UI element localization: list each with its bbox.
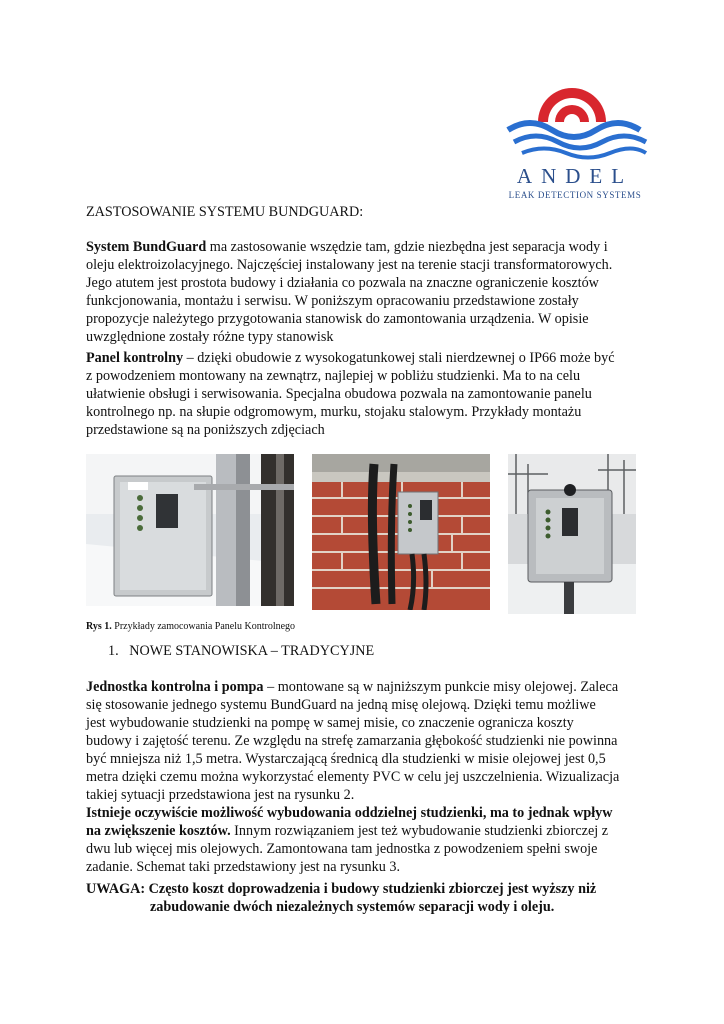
document-heading: ZASTOSOWANIE SYSTEMU BUNDGUARD: [86, 204, 364, 220]
unit-line: zadanie. Schemat taki przedstawiony jest na rysunku 3. [86, 859, 401, 875]
andel-logo [500, 86, 650, 204]
intro-paragraph [86, 238, 646, 346]
intro-line: uwzględnione zostały różne typy stanowisk [86, 329, 334, 345]
unit-line: się stosowanie jednego systemu BundGuard na jedną misę olejową. Dzięki temu możliwe [86, 697, 596, 713]
warning-line-1: UWAGA: Często koszt doprowadzenia i budowy studzienki zbiorczej jest wyższy niż [86, 881, 597, 897]
panel-line: ułatwienie obsługi i serwisowania. Specjalna obudowa pozwala na zamontowanie panelu [86, 386, 592, 402]
intro-line: funkcjonowania, montażu i serwisu. W poniższym opracowaniu przedstawione zostały [86, 293, 579, 309]
panel-line: z powodzeniem montowany na zewnątrz, najlepiej w pobliżu studzienki. Ma to na celu [86, 368, 581, 384]
unit-bold: Jednostka kontrolna i pompa [86, 679, 264, 695]
unit-line: Innym rozwiązaniem jest też wybudowanie studzienki zbiorczej z [230, 823, 609, 839]
unit-line: budowy i zajętość terenu. Ze względu na strefę zamarzania głębokość studzienki nie powinna [86, 733, 618, 749]
intro-line: propozycje należytego przygotowania stanowisk do zamontowania urządzenia. W opisie [86, 311, 589, 327]
intro-bold: System BundGuard [86, 239, 207, 255]
caption-text: Przykłady zamocowania Panelu Kontrolnego [111, 621, 296, 632]
panel-bold: Panel kontrolny [86, 350, 184, 366]
photo-panel-on-stand [508, 454, 636, 614]
unit-bold-line: na zwiększenie kosztów. [86, 823, 231, 839]
section-heading [108, 643, 374, 660]
photo-panel-on-brick-wall [312, 454, 490, 610]
andel-emblem [500, 86, 650, 166]
figure-caption [86, 621, 295, 632]
unit-line: jest wybudowanie studzienki na pompę w samej misie, co znaczenie ogranicza koszty [86, 715, 574, 731]
intro-line: Jego atutem jest prostota budowy i działania co pozwala na znaczne ograniczenie kosztów [86, 275, 599, 291]
intro-line: oleju elektroizolacyjnego. Najczęściej instalowany jest na terenie stacji transformatorowych. [86, 257, 613, 273]
unit-line: dwu lub więcej mis olejowych. Zamontowana tam jednostka z powodzeniem spełni swoje [86, 841, 598, 857]
unit-bold-line: Istnieje oczywiście możliwość wybudowania oddzielnej studzienki, ma to jednak wpływ [86, 805, 613, 821]
panel-paragraph [86, 349, 646, 439]
warning-note [86, 880, 646, 916]
unit-paragraph [86, 678, 646, 876]
unit-line: – montowane są w najniższym punkcie misy olejowej. Zaleca [263, 679, 619, 695]
panel-line: przedstawione są na poniższych zdjęciach [86, 422, 325, 438]
section-number: 1. [108, 643, 119, 659]
caption-label: Rys 1. [86, 621, 112, 632]
logo-tagline: LEAK DETECTION SYSTEMS [508, 190, 642, 200]
panel-line: – dzięki obudowie z wysokogatunkowej stali nierdzewnej o IP66 może być [183, 350, 615, 366]
panel-line: kontrolnego np. na słupie odgromowym, murku, stojaku stalowym. Przykłady montażu [86, 404, 582, 420]
unit-line: takiej sytuacji przedstawiona jest na rysunku 2. [86, 787, 355, 803]
section-title: NOWE STANOWISKA – TRADYCYJNE [129, 643, 375, 659]
photo-panel-on-post [86, 454, 294, 606]
unit-line: być mniejsza niż 1,5 metra. Wystarczającą średnicą dla studzienki w misie olejowej jest 0,5 [86, 751, 606, 767]
logo-name: ANDEL [516, 164, 634, 188]
unit-line: metra dzięki czemu można wykorzystać elementy PVC w celu jej uszczelnienia. Wizualizacja [86, 769, 620, 785]
warning-line-2: zabudowanie dwóch niezależnych systemów separacji wody i oleju. [150, 899, 555, 915]
intro-line: ma zastosowanie wszędzie tam, gdzie niezbędna jest separacja wody i [206, 239, 608, 255]
